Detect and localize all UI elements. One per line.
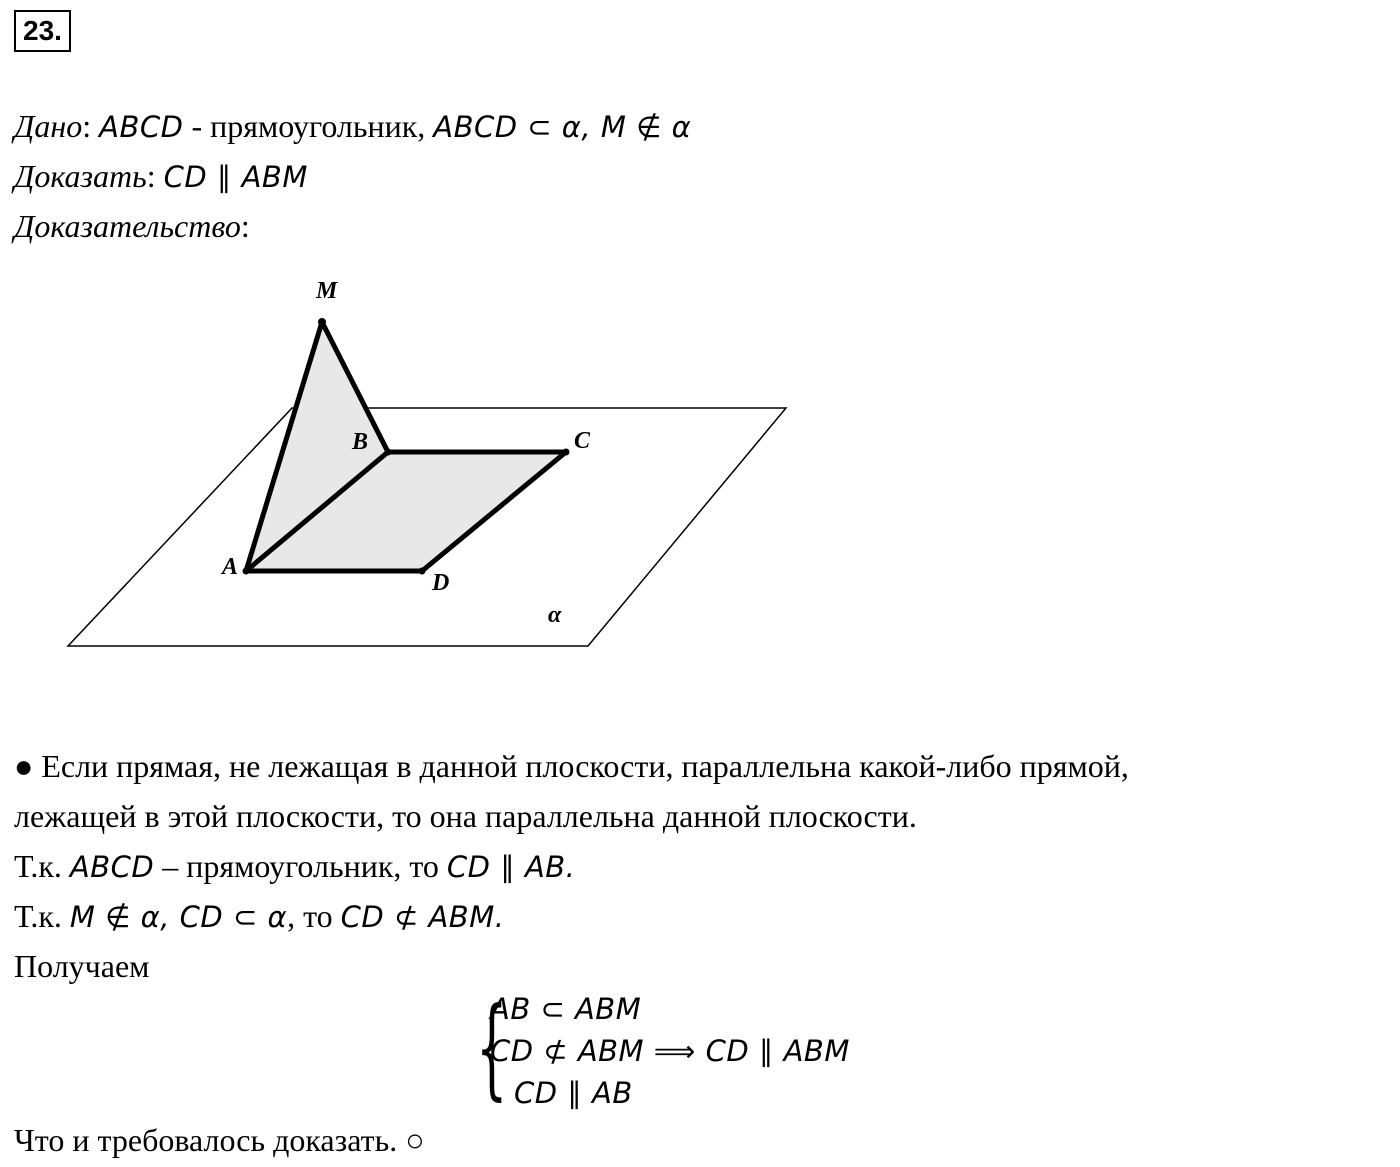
- point-c-dot: [563, 449, 570, 456]
- label-alpha: α: [548, 602, 562, 628]
- label-b: B: [352, 429, 369, 455]
- step-1-text: – прямоугольник, то: [154, 848, 447, 884]
- geometry-diagram: [0, 270, 820, 670]
- step-2: [14, 898, 504, 935]
- proof-heading: [14, 208, 250, 245]
- point-d-dot: [419, 568, 426, 575]
- point-a-dot: [243, 568, 250, 575]
- prove-colon: :: [146, 158, 156, 194]
- step-1-result: CD ∥ AB.: [446, 850, 576, 884]
- given-figure: ABCD: [99, 110, 184, 144]
- problem-number: 23.: [14, 10, 71, 52]
- step-1-prefix: Т.к.: [14, 848, 70, 884]
- given-label: Дано: [14, 108, 83, 144]
- theorem-line-2: лежащей в этой плоскости, то она параллельна данной плоскости.: [14, 798, 917, 834]
- step-2-text: , то: [287, 898, 341, 934]
- label-c: C: [574, 428, 591, 454]
- given-conditions: ABCD ⊂ α, M ∉ α: [433, 110, 692, 144]
- conclusion: Что и требовалось доказать. ○: [14, 1122, 425, 1158]
- step-1-figure: ABCD: [69, 850, 155, 884]
- given-line: [14, 108, 691, 145]
- step-2-prefix: Т.к.: [14, 898, 70, 934]
- prove-statement: CD ∥ ABM: [163, 160, 308, 194]
- theorem-line-1: ● Если прямая, не лежащая в данной плоскости, параллельна какой-либо прямой,: [14, 748, 1129, 784]
- prove-label: Доказать: [14, 158, 147, 194]
- system-row-1: AB ⊂ ABM: [490, 992, 642, 1026]
- proof-colon: :: [240, 208, 250, 244]
- system-row-3: CD ∥ AB: [514, 1076, 633, 1110]
- label-d: D: [432, 570, 450, 596]
- system-brace: {: [476, 983, 508, 1111]
- proof-label: Доказательство: [14, 208, 241, 244]
- obtain-line: Получаем: [14, 948, 150, 984]
- step-2-conditions: M ∉ α, CD ⊂ α: [69, 900, 288, 934]
- prove-line: [14, 158, 308, 195]
- point-b-dot: [385, 449, 392, 456]
- label-a: A: [222, 554, 239, 580]
- label-m: M: [316, 278, 338, 304]
- system-row-2: CD ⊄ ABM ⟹ CD ∥ ABM: [490, 1034, 850, 1068]
- given-text: - прямоугольник,: [183, 108, 434, 144]
- point-m-dot: [318, 318, 326, 326]
- given-colon: :: [82, 108, 92, 144]
- step-1: [14, 848, 575, 885]
- step-2-result: CD ⊄ ABM.: [340, 900, 505, 934]
